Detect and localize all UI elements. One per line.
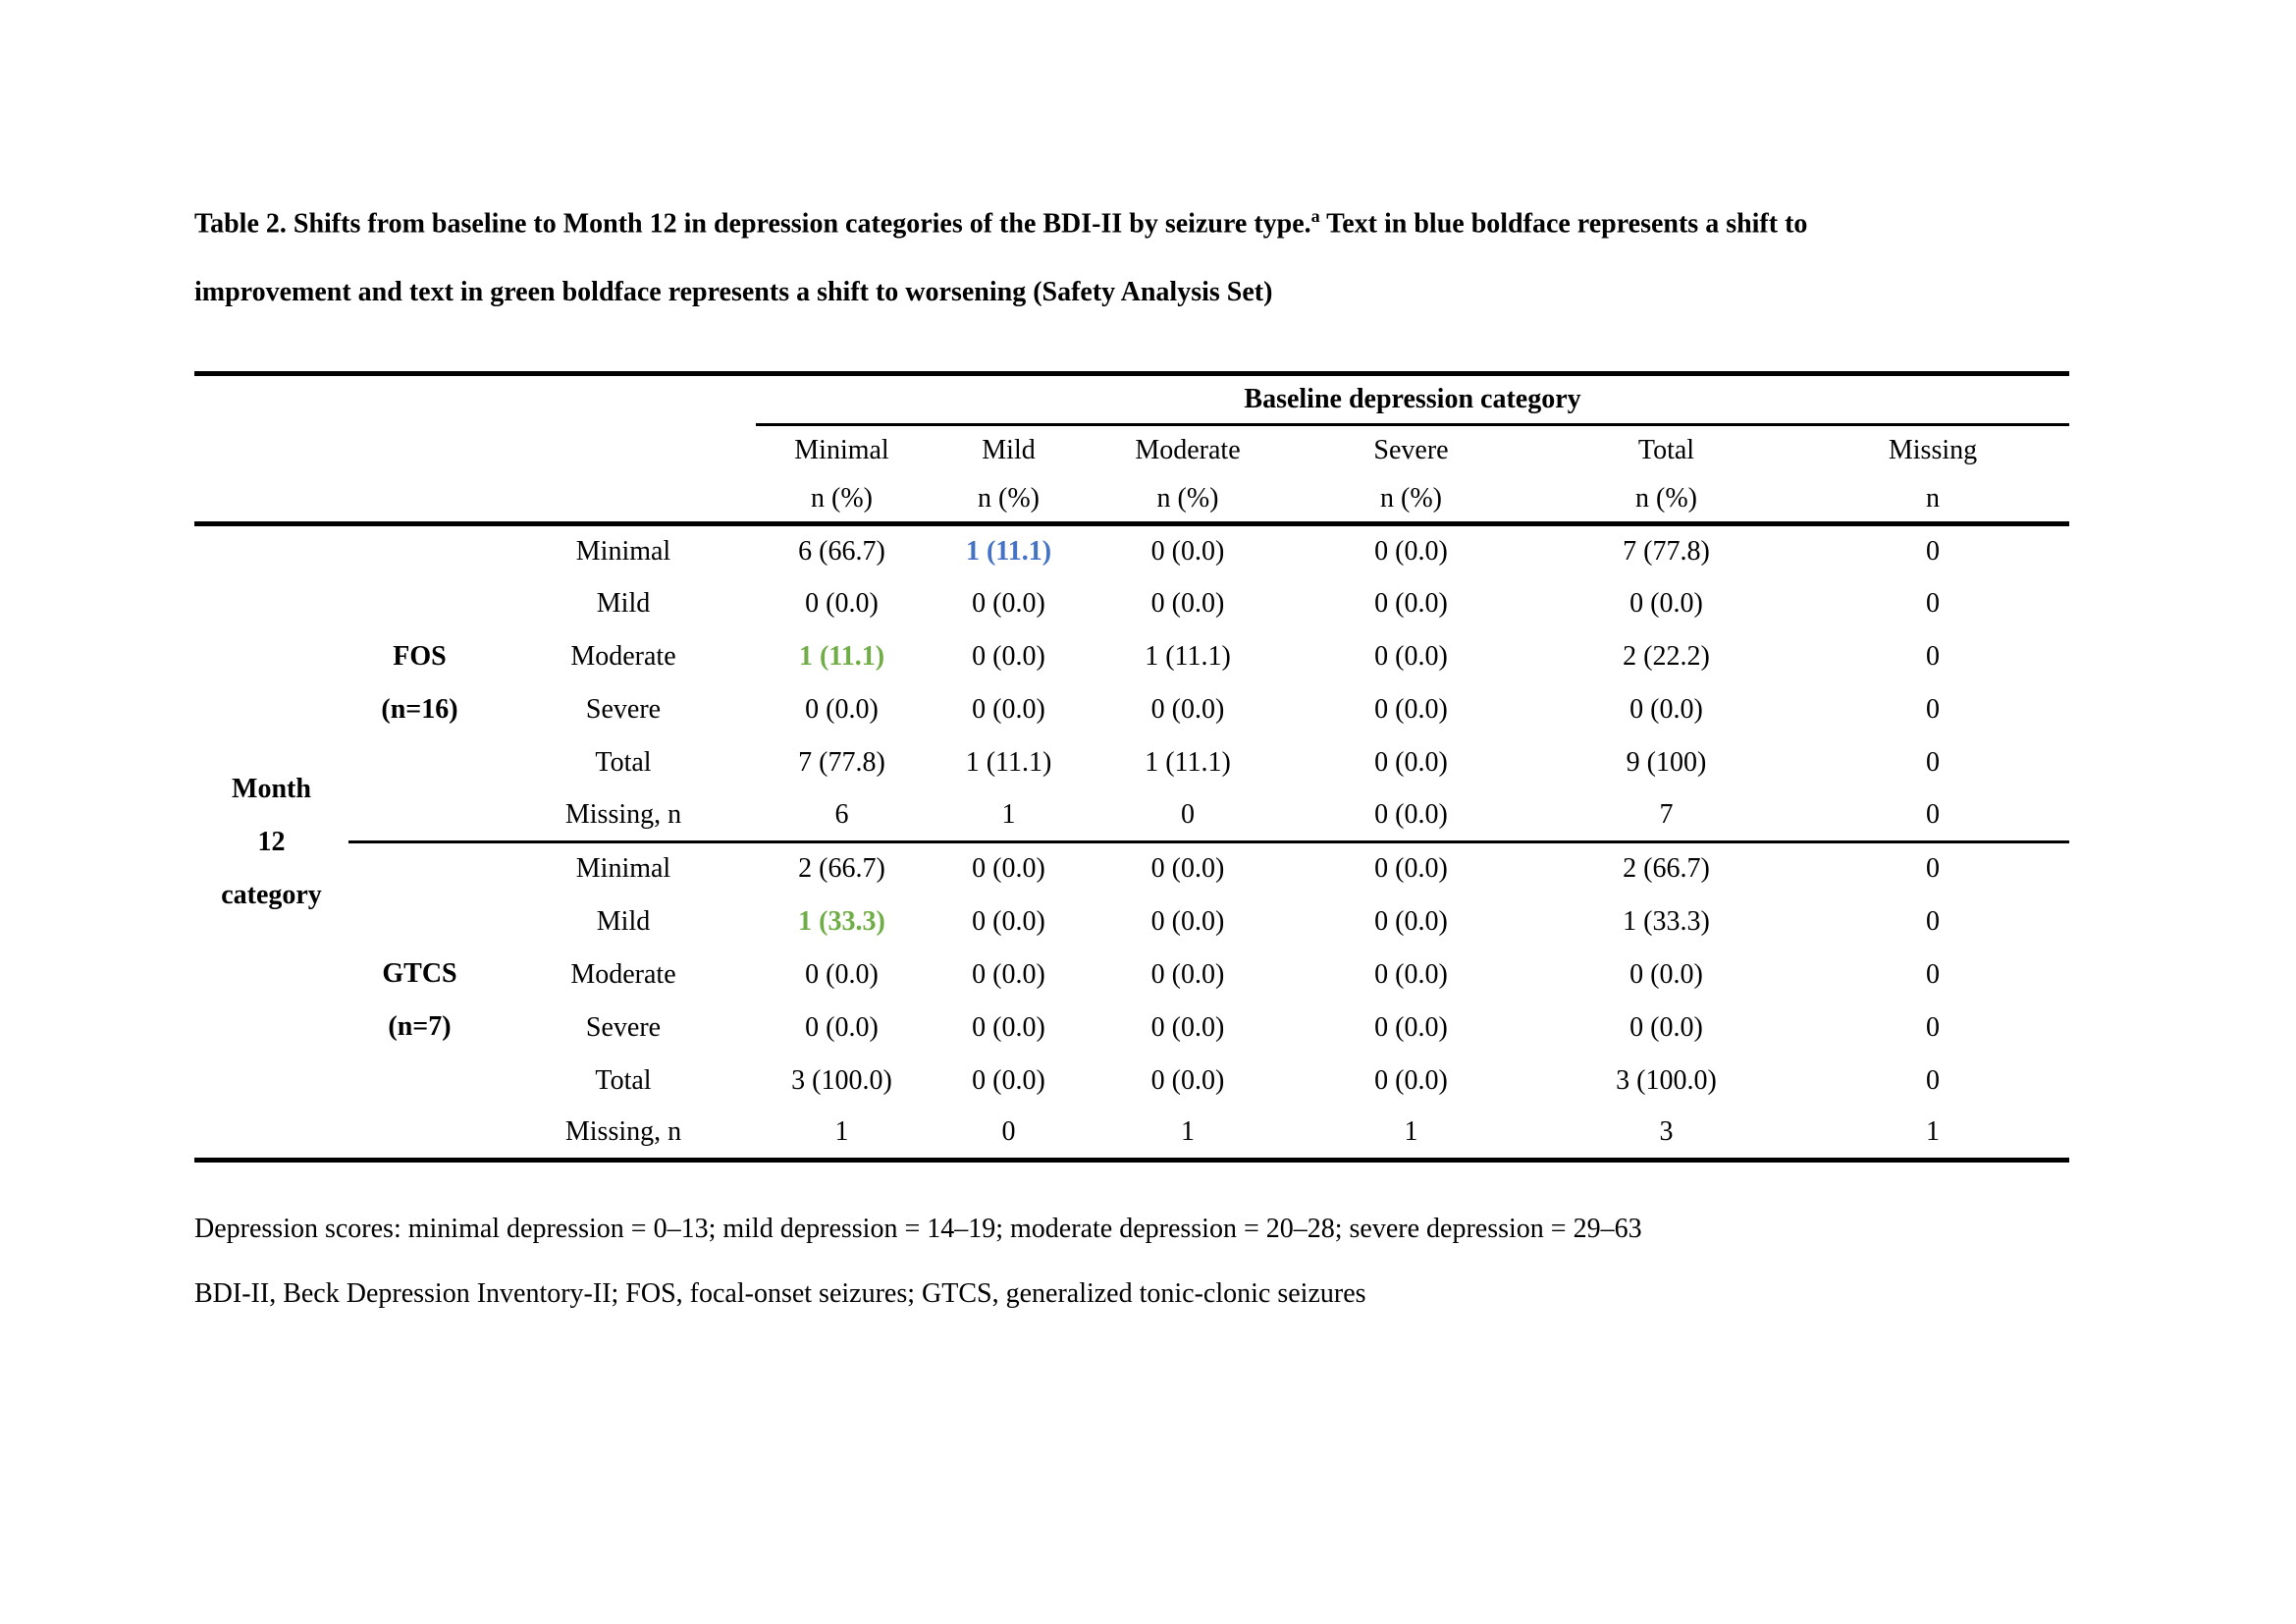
- table-cell: 2 (22.2): [1623, 640, 1710, 672]
- table-title: [194, 182, 2158, 327]
- table-cell: 0 (0.0): [1374, 587, 1448, 619]
- table-cell: 3 (100.0): [1616, 1064, 1717, 1096]
- table-cell: 0: [1796, 842, 2069, 895]
- title-superscript: a: [1310, 206, 1320, 226]
- table-cell: 6 (66.7): [798, 535, 885, 567]
- shift-row-label: Moderate: [570, 640, 676, 672]
- column-header-moderate: Moderate: [1135, 435, 1241, 466]
- seizure-type-label: GTCS: [382, 958, 457, 989]
- column-header-minimal: Minimal: [794, 435, 889, 466]
- table-cell: 1 (11.1): [1145, 746, 1231, 778]
- table-body: [194, 524, 2069, 1161]
- header-spanner-row: [194, 374, 2069, 425]
- table-cell: 0: [1926, 1064, 1940, 1096]
- table-cell: 0 (0.0): [805, 958, 879, 990]
- table-cell: 0 (0.0): [1629, 693, 1703, 725]
- table-cell: 0: [1926, 1011, 1940, 1043]
- shift-row-label: Total: [595, 1064, 652, 1096]
- table-cell: 7 (77.8): [798, 746, 885, 778]
- table-cell: 0: [1926, 958, 1940, 990]
- baseline-category-spanner: Baseline depression category: [756, 374, 2069, 425]
- seizure-type-n: (n=16): [381, 694, 458, 725]
- header-subunit-row: [194, 476, 2069, 524]
- shift-row-label: Mild: [596, 587, 651, 619]
- table-cell: 0: [1926, 535, 1940, 567]
- depression-shift-table: [194, 371, 2069, 1163]
- table-title-line-1: [194, 182, 2158, 258]
- table-row: [194, 524, 2069, 577]
- table-cell: 1: [834, 1116, 849, 1148]
- title-text-after-superscript: Text in blue boldface represents a shift to: [1319, 208, 1808, 240]
- table-cell: 0 (0.0): [1374, 535, 1448, 567]
- table-cell: 0 (0.0): [972, 905, 1045, 937]
- table-cell: 1 (33.3): [798, 905, 885, 937]
- table-cell: 0 (0.0): [1374, 798, 1448, 830]
- table-cell: 0: [1926, 640, 1940, 672]
- table-cell: 1 (33.3): [1623, 905, 1710, 937]
- table-cell: 0 (0.0): [1150, 1011, 1225, 1043]
- table-cell: 6: [834, 798, 849, 830]
- table-cell: 3 (100.0): [791, 1064, 892, 1096]
- table-cell: 1: [1181, 1116, 1195, 1148]
- row-group-label-text: Month 12 category: [221, 773, 322, 910]
- table-cell: 0 (0.0): [805, 1011, 879, 1043]
- footnote-abbreviations: BDI-II, Beck Depression Inventory-II; FOS, focal-onset seizures; GTCS, generalized tonic-clonic seizures: [194, 1278, 1366, 1309]
- seizure-group-label-gtcs: [348, 842, 491, 1161]
- table-cell: 1: [1001, 798, 1016, 830]
- shift-row-label: Total: [595, 746, 652, 778]
- shift-row-label: Severe: [585, 1011, 662, 1043]
- table-cell: 1: [1404, 1116, 1418, 1148]
- row-group-label-month-12-category: [194, 524, 348, 1161]
- table-cell: 0 (0.0): [972, 958, 1045, 990]
- column-subheader-minimal: n (%): [756, 476, 928, 524]
- header-empty-cell: [194, 425, 756, 476]
- shift-row-label: Minimal: [491, 842, 756, 895]
- table-cell: 0: [1181, 798, 1195, 830]
- table-cell: 0 (0.0): [1150, 905, 1225, 937]
- column-header-total: Total: [1637, 435, 1695, 466]
- table-cell: 0 (0.0): [972, 587, 1045, 619]
- header-empty-cell: [194, 374, 756, 425]
- column-subheader-mild: n (%): [928, 476, 1090, 524]
- table-cell: 0 (0.0): [972, 693, 1045, 725]
- table-cell: 0: [1926, 693, 1940, 725]
- column-header-severe: Severe: [1373, 435, 1449, 466]
- table-cell: 0 (0.0): [1374, 640, 1448, 672]
- table-cell: 9 (100): [1626, 746, 1707, 778]
- table-row: [194, 842, 2069, 895]
- table-cell: 0 (0.0): [1374, 1011, 1448, 1043]
- shift-row-label: Moderate: [570, 958, 676, 990]
- column-subheader-severe: n (%): [1286, 476, 1536, 524]
- column-subheader-total: n (%): [1536, 476, 1796, 524]
- table-cell: 0 (0.0): [1286, 842, 1536, 895]
- table-cell: 2 (66.7): [1536, 842, 1796, 895]
- seizure-group-label-fos: [348, 524, 491, 842]
- shift-row-label: Mild: [596, 905, 651, 937]
- table-cell: 0 (0.0): [1150, 693, 1225, 725]
- table-cell: 0 (0.0): [1374, 746, 1448, 778]
- table-cell: 0 (0.0): [1090, 842, 1286, 895]
- table-cell: 0 (0.0): [1629, 587, 1703, 619]
- column-subheader-missing: n: [1796, 476, 2069, 524]
- table-cell: 0 (0.0): [1150, 958, 1225, 990]
- shift-row-label: Missing, n: [564, 798, 682, 830]
- table-cell: 0 (0.0): [1374, 958, 1448, 990]
- footnote-depression-scores: Depression scores: minimal depression = 0–13; mild depression = 14–19; moderate depression = 20–28; severe depression = 29–63: [194, 1214, 1642, 1244]
- table-cell: 0: [1926, 905, 1940, 937]
- column-header-mild: Mild: [982, 435, 1036, 466]
- table-cell: 7: [1659, 798, 1674, 830]
- table-cell: 0: [1926, 746, 1940, 778]
- table-cell: 0: [1926, 587, 1940, 619]
- table-cell: 0 (0.0): [928, 842, 1090, 895]
- table-cell: 0 (0.0): [805, 693, 879, 725]
- seizure-type-label: FOS: [393, 641, 447, 672]
- table-cell: 1 (11.1): [965, 746, 1052, 778]
- column-subheader-moderate: n (%): [1090, 476, 1286, 524]
- table-cell: 0 (0.0): [1629, 1011, 1703, 1043]
- table-cell: 3: [1659, 1116, 1674, 1148]
- table-cell: 0 (0.0): [1374, 693, 1448, 725]
- table-cell: 0: [1001, 1116, 1016, 1148]
- header-empty-cell: [194, 476, 756, 524]
- column-header-missing: Missing: [1888, 435, 1978, 466]
- header-label-row: [194, 425, 2069, 476]
- table-cell: 1 (11.1): [1145, 640, 1231, 672]
- table-cell: 0 (0.0): [1629, 958, 1703, 990]
- table-cell: 0 (0.0): [972, 640, 1045, 672]
- footnotes: [194, 1197, 1642, 1326]
- table-cell: 0 (0.0): [1374, 905, 1448, 937]
- table-cell: 1 (11.1): [965, 535, 1052, 567]
- table-cell: 1: [1926, 1116, 1940, 1148]
- table-cell: 2 (66.7): [756, 842, 928, 895]
- shift-row-label: Minimal: [575, 535, 671, 567]
- table-cell: 0 (0.0): [1150, 1064, 1225, 1096]
- shift-row-label: Missing, n: [564, 1116, 682, 1148]
- table-cell: 0 (0.0): [1150, 587, 1225, 619]
- table-cell: 0 (0.0): [805, 587, 879, 619]
- table-cell: 0 (0.0): [972, 1064, 1045, 1096]
- shift-row-label: Severe: [585, 693, 662, 725]
- table-title-line-2: improvement and text in green boldface represents a shift to worsening (Safety Analysis Set): [194, 277, 1273, 308]
- seizure-type-n: (n=7): [388, 1011, 452, 1042]
- table-cell: 0 (0.0): [972, 1011, 1045, 1043]
- table-cell: 0 (0.0): [1150, 535, 1225, 567]
- table-cell: 7 (77.8): [1623, 535, 1710, 567]
- table-cell: 1 (11.1): [798, 640, 885, 672]
- title-text-before-superscript: Table 2. Shifts from baseline to Month 12 in depression categories of the BDI-II by seizure type.: [194, 208, 1311, 240]
- table-cell: 0 (0.0): [1374, 1064, 1448, 1096]
- table-cell: 0: [1926, 798, 1940, 830]
